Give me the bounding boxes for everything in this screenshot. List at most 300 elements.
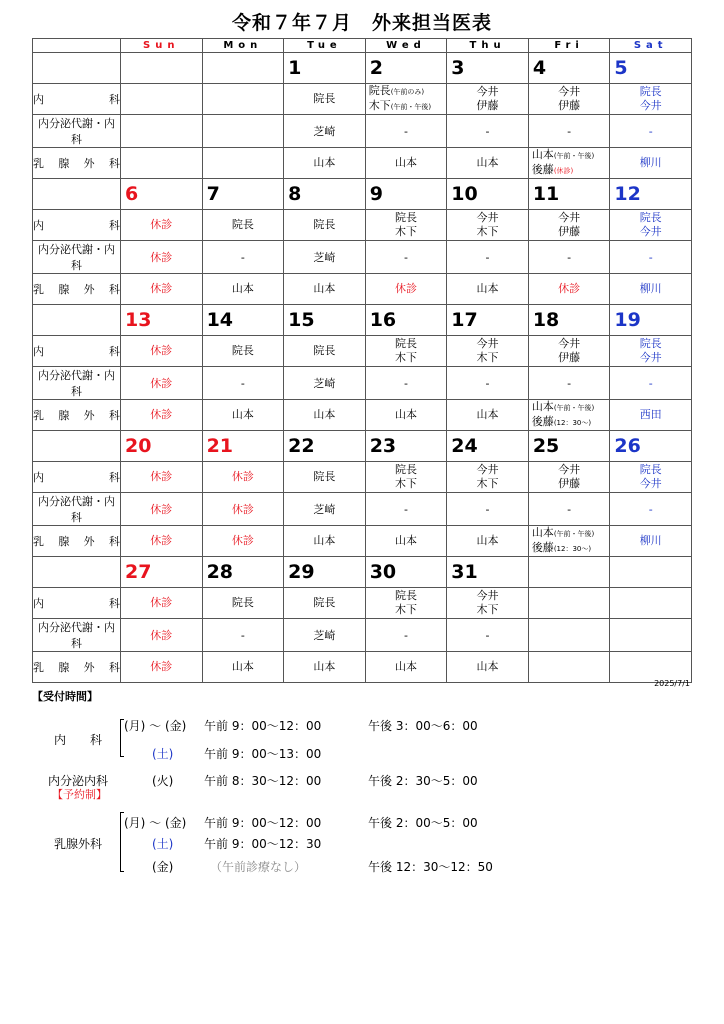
- breast-doctor-name: 後藤: [531, 541, 554, 554]
- breast-doctor-note: (午前・午後): [553, 404, 595, 412]
- dept-label-text: [33, 155, 120, 171]
- date-cell: 22: [284, 431, 366, 462]
- internal-doctor: [203, 596, 284, 610]
- hours-e1-days: (火): [152, 774, 174, 788]
- breast-doctor: [447, 534, 528, 548]
- internal-row: [33, 210, 692, 241]
- day-header-wed: Wed: [365, 39, 447, 53]
- breast-doctor: [121, 408, 202, 422]
- breast-doctor-name: 休診: [558, 282, 581, 295]
- internal-doctor-name: 院長: [313, 344, 336, 357]
- breast-doctor-name: 山本: [231, 660, 254, 673]
- breast-doctor-name: 山本: [313, 156, 336, 169]
- dept-label-breast: [33, 148, 121, 179]
- internal-doctor: [529, 99, 610, 113]
- internal-doctor-name: 木下: [476, 477, 499, 490]
- internal-doctor-name: 院長: [394, 463, 417, 476]
- date-cell: 25: [528, 431, 610, 462]
- endo-cell: -: [528, 493, 610, 526]
- internal-doctor-name: 院長: [313, 596, 336, 609]
- endo-cell: [610, 619, 692, 652]
- internal-cell: [610, 84, 692, 115]
- internal-cell: [528, 210, 610, 241]
- breast-cell: [447, 652, 529, 683]
- internal-doctor: [529, 477, 610, 491]
- dept-label-char: 乳: [33, 283, 44, 296]
- date-cell: 29: [284, 557, 366, 588]
- breast-cell: [528, 652, 610, 683]
- endo-cell: -: [202, 367, 284, 400]
- breast-cell: [610, 148, 692, 179]
- day-header-thu: Thu: [447, 39, 529, 53]
- internal-doctor: [529, 463, 610, 477]
- breast-cell: [284, 400, 366, 431]
- dept-label-breast: [33, 652, 121, 683]
- breast-cell: [528, 148, 610, 179]
- breast-doctor-name: 山本: [394, 660, 417, 673]
- breast-cell: [284, 274, 366, 305]
- endo-cell: -: [610, 367, 692, 400]
- date-cell: 7: [202, 179, 284, 210]
- internal-cell: [610, 588, 692, 619]
- internal-doctor-name: 伊藤: [558, 99, 581, 112]
- breast-cell: [121, 400, 203, 431]
- breast-cell: [365, 526, 447, 557]
- internal-doctor-name: 木下: [394, 603, 417, 616]
- breast-doctor-name: 山本: [394, 156, 417, 169]
- date-cell: 20: [121, 431, 203, 462]
- breast-doctor-name: 山本: [476, 660, 499, 673]
- breast-doctor-name: 休診: [394, 282, 417, 295]
- internal-doctor-name: 休診: [231, 470, 254, 483]
- breast-doctor-name: 山本: [531, 148, 554, 161]
- internal-cell: [284, 588, 366, 619]
- breast-cell: [121, 148, 203, 179]
- internal-cell: [528, 84, 610, 115]
- hours-i1-am: 午前 9：00～12：00: [204, 719, 322, 733]
- breast-doctor-note: (12：30～): [553, 419, 592, 427]
- date-row-label: [33, 179, 121, 210]
- internal-cell: [284, 462, 366, 493]
- day-header-fri: Fri: [528, 39, 610, 53]
- internal-doctor-name: 今井: [476, 463, 499, 476]
- internal-doctor: [529, 85, 610, 99]
- breast-doctor-note: (午前・午後): [553, 530, 595, 538]
- breast-doctor: [529, 282, 610, 296]
- date-cell: 27: [121, 557, 203, 588]
- endo-cell: -: [365, 241, 447, 274]
- dept-label-internal: [33, 336, 121, 367]
- breast-doctor: [366, 282, 447, 296]
- breast-cell: [365, 274, 447, 305]
- breast-doctor-name: 山本: [231, 282, 254, 295]
- date-cell: 12: [610, 179, 692, 210]
- internal-doctor-name: 院長: [313, 218, 336, 231]
- date-row: [33, 305, 692, 336]
- breast-cell: [202, 400, 284, 431]
- endo-cell: -: [447, 241, 529, 274]
- date-cell: 15: [284, 305, 366, 336]
- date-row-label: [33, 431, 121, 462]
- date-cell: 2: [365, 53, 447, 84]
- dept-label-char: 外: [83, 661, 95, 674]
- breast-doctor-name: 休診: [150, 660, 173, 673]
- internal-doctor: [366, 351, 447, 365]
- breast-doctor-name: 山本: [231, 408, 254, 421]
- internal-doctor-name: 今井: [476, 85, 499, 98]
- dept-label-char: 外: [83, 535, 95, 548]
- breast-doctor-name: 山本: [476, 156, 499, 169]
- internal-doctor: [529, 211, 610, 225]
- breast-row: [33, 526, 692, 557]
- internal-cell: [202, 210, 284, 241]
- internal-doctor: [610, 477, 691, 491]
- dept-label-text: [33, 595, 120, 611]
- internal-doctor: [610, 99, 691, 113]
- endo-cell: -: [365, 493, 447, 526]
- dept-label-text: [33, 281, 120, 297]
- internal-doctor-name: 今井: [639, 351, 662, 364]
- internal-cell: [202, 462, 284, 493]
- internal-cell: [365, 336, 447, 367]
- breast-doctor: [284, 408, 365, 422]
- date-cell: 14: [202, 305, 284, 336]
- internal-doctor-note: (午前・午後): [390, 103, 432, 111]
- date-cell: 4: [528, 53, 610, 84]
- endo-cell: 休診: [121, 367, 203, 400]
- breast-doctor: [610, 408, 691, 422]
- dept-label-char: 外: [83, 283, 95, 296]
- internal-doctor: [284, 344, 365, 358]
- internal-doctor-name: 今井: [558, 211, 581, 224]
- hours-b3-am: （午前診療なし）: [210, 860, 307, 874]
- internal-cell: [121, 588, 203, 619]
- dept-label-char: 乳: [33, 535, 44, 548]
- breast-cell: [447, 400, 529, 431]
- breast-doctor: [284, 282, 365, 296]
- internal-doctor-name: 伊藤: [558, 477, 581, 490]
- dept-label-char: 内: [33, 345, 44, 358]
- date-cell: 26: [610, 431, 692, 462]
- breast-doctor: [447, 156, 528, 170]
- endo-cell: 芝崎: [284, 493, 366, 526]
- endo-cell: 休診: [121, 241, 203, 274]
- date-cell: 16: [365, 305, 447, 336]
- hours-breast-label: 乳腺外科: [54, 837, 103, 851]
- endo-cell: [202, 115, 284, 148]
- breast-doctor: [203, 660, 284, 674]
- date-cell: [121, 53, 203, 84]
- internal-doctor: [121, 596, 202, 610]
- internal-doctor-name: 院長: [231, 218, 254, 231]
- endo-cell: 休診: [121, 493, 203, 526]
- breast-doctor-name: 山本: [476, 408, 499, 421]
- breast-doctor: [203, 408, 284, 422]
- dept-label-endo: 内分泌代謝・内科: [33, 493, 121, 526]
- date-cell: 31: [447, 557, 529, 588]
- internal-doctor: [447, 463, 528, 477]
- breast-cell: [447, 526, 529, 557]
- date-cell: [528, 557, 610, 588]
- breast-doctor: [366, 534, 447, 548]
- internal-doctor: [366, 589, 447, 603]
- internal-doctor-name: 木下: [476, 351, 499, 364]
- internal-doctor: [284, 596, 365, 610]
- internal-doctor: [203, 218, 284, 232]
- dept-label-internal: [33, 588, 121, 619]
- internal-row: [33, 588, 692, 619]
- internal-doctor-name: 木下: [476, 603, 499, 616]
- internal-doctor-name: 院長: [231, 344, 254, 357]
- internal-cell: [528, 336, 610, 367]
- date-row: [33, 557, 692, 588]
- breast-doctor-name: 山本: [313, 282, 336, 295]
- hours-b1-days: (月) ～ (金): [124, 816, 187, 830]
- breast-doctor-name: 山本: [531, 526, 554, 539]
- internal-doctor: [447, 99, 528, 113]
- breast-cell: [202, 526, 284, 557]
- internal-doctor: [121, 344, 202, 358]
- breast-cell: [365, 148, 447, 179]
- date-cell: 6: [121, 179, 203, 210]
- internal-doctor-name: 今井: [639, 477, 662, 490]
- breast-doctor: [121, 282, 202, 296]
- breast-doctor-name: 休診: [150, 282, 173, 295]
- dept-label-char: 科: [108, 409, 120, 422]
- endo-cell: 芝崎: [284, 115, 366, 148]
- endo-cell: -: [202, 619, 284, 652]
- internal-doctor: [447, 589, 528, 603]
- dept-label-char: 乳: [33, 157, 44, 170]
- date-cell: 9: [365, 179, 447, 210]
- dept-label-text: [33, 469, 120, 485]
- internal-cell: [121, 336, 203, 367]
- breast-row: [33, 652, 692, 683]
- endo-cell: -: [447, 367, 529, 400]
- breast-row: [33, 148, 692, 179]
- breast-doctor: [284, 534, 365, 548]
- breast-cell: [610, 400, 692, 431]
- endo-cell: [528, 619, 610, 652]
- endo-row: [33, 619, 692, 652]
- endo-cell: 芝崎: [284, 619, 366, 652]
- internal-row: [33, 462, 692, 493]
- dept-label-internal: [33, 462, 121, 493]
- date-cell: 1: [284, 53, 366, 84]
- internal-cell: [447, 462, 529, 493]
- internal-doctor-name: 院長: [368, 84, 391, 97]
- internal-doctor-name: 院長: [639, 337, 662, 350]
- breast-doctor-note: (12：30～): [553, 545, 592, 553]
- dept-label-internal: [33, 210, 121, 241]
- dept-label-text: [33, 659, 120, 675]
- internal-doctor-name: 院長: [313, 470, 336, 483]
- internal-cell: [447, 588, 529, 619]
- corner-cell: [33, 39, 121, 53]
- breast-doctor-note: (休診): [553, 167, 574, 175]
- internal-doctor: [610, 85, 691, 99]
- breast-doctor: [610, 534, 691, 548]
- date-cell: [610, 557, 692, 588]
- breast-cell: [610, 274, 692, 305]
- endo-cell: 芝崎: [284, 367, 366, 400]
- dept-label-breast: [33, 526, 121, 557]
- dept-label-text: [33, 407, 120, 423]
- breast-cell: [528, 400, 610, 431]
- internal-doctor: [366, 463, 447, 477]
- internal-doctor: [366, 84, 447, 99]
- endo-cell: -: [610, 115, 692, 148]
- endo-cell: -: [528, 241, 610, 274]
- internal-cell: [284, 336, 366, 367]
- date-cell: 8: [284, 179, 366, 210]
- internal-doctor-name: 院長: [394, 211, 417, 224]
- internal-doctor: [203, 344, 284, 358]
- breast-doctor: [529, 148, 610, 163]
- internal-doctor-name: 今井: [476, 211, 499, 224]
- internal-cell: [202, 588, 284, 619]
- endo-cell: -: [528, 367, 610, 400]
- breast-doctor-name: 休診: [150, 408, 173, 421]
- breast-doctor-name: 休診: [231, 534, 254, 547]
- internal-cell: [610, 336, 692, 367]
- day-header-row: [33, 39, 692, 53]
- date-row: [33, 431, 692, 462]
- breast-doctor: [366, 660, 447, 674]
- dept-label-char: 科: [108, 283, 120, 296]
- breast-doctor: [366, 156, 447, 170]
- breast-doctor-name: 山本: [531, 400, 554, 413]
- internal-doctor: [121, 218, 202, 232]
- dept-label-endo: 内分泌代謝・内科: [33, 619, 121, 652]
- internal-cell: [447, 84, 529, 115]
- breast-doctor-name: 西田: [639, 408, 662, 421]
- internal-doctor-name: 木下: [368, 99, 391, 112]
- breast-doctor-name: 後藤: [531, 163, 554, 176]
- internal-doctor: [447, 337, 528, 351]
- internal-doctor: [366, 477, 447, 491]
- schedule-table: [32, 38, 692, 683]
- day-header-mon: Mon: [202, 39, 284, 53]
- breast-doctor-name: 山本: [313, 408, 336, 421]
- breast-cell: [610, 652, 692, 683]
- date-row-label: [33, 305, 121, 336]
- date-cell: 30: [365, 557, 447, 588]
- dept-label-char: 腺: [58, 409, 70, 422]
- endo-cell: -: [610, 241, 692, 274]
- internal-doctor-name: 今井: [639, 225, 662, 238]
- breast-doctor-name: 山本: [313, 660, 336, 673]
- internal-doctor-note: (午前のみ): [390, 88, 425, 96]
- date-cell: 23: [365, 431, 447, 462]
- internal-row: [33, 336, 692, 367]
- internal-doctor: [284, 218, 365, 232]
- hours-i2-days: (土): [152, 747, 174, 761]
- dept-label-char: 腺: [58, 157, 70, 170]
- dept-label-breast: [33, 274, 121, 305]
- internal-doctor-name: 今井: [558, 85, 581, 98]
- internal-doctor: [447, 603, 528, 617]
- breast-cell: [284, 148, 366, 179]
- endo-cell: -: [447, 619, 529, 652]
- internal-doctor-name: 院長: [313, 92, 336, 105]
- endo-cell: 芝崎: [284, 241, 366, 274]
- breast-doctor: [529, 526, 610, 541]
- internal-doctor: [610, 211, 691, 225]
- endo-cell: -: [447, 493, 529, 526]
- hours-internal-label: 内 科: [54, 733, 103, 747]
- breast-cell: [365, 652, 447, 683]
- dept-label-char: 腺: [58, 283, 70, 296]
- endo-cell: -: [202, 241, 284, 274]
- dept-label-char: 科: [109, 471, 120, 484]
- breast-doctor: [447, 408, 528, 422]
- internal-doctor-name: 伊藤: [558, 225, 581, 238]
- internal-doctor: [366, 225, 447, 239]
- breast-cell: [121, 526, 203, 557]
- breast-cell: [447, 148, 529, 179]
- internal-doctor-name: 今井: [476, 589, 499, 602]
- breast-doctor-name: 山本: [394, 408, 417, 421]
- hours-title: 【受付時間】: [32, 690, 98, 703]
- internal-doctor-name: 今井: [639, 99, 662, 112]
- dept-label-char: 科: [108, 661, 120, 674]
- internal-doctor: [284, 470, 365, 484]
- internal-doctor: [121, 470, 202, 484]
- internal-doctor-name: 院長: [639, 463, 662, 476]
- internal-doctor-name: 院長: [231, 596, 254, 609]
- dept-label-char: 科: [109, 345, 120, 358]
- breast-cell: [121, 652, 203, 683]
- dept-label-endo: 内分泌代謝・内科: [33, 115, 121, 148]
- date-cell: 19: [610, 305, 692, 336]
- internal-doctor: [610, 337, 691, 351]
- breast-doctor-name: 休診: [150, 534, 173, 547]
- endo-cell: -: [365, 115, 447, 148]
- internal-doctor-name: 木下: [394, 351, 417, 364]
- breast-doctor: [610, 156, 691, 170]
- dept-label-text: [33, 343, 120, 359]
- hours-b1-am: 午前 9：00～12：00: [204, 816, 322, 830]
- internal-doctor-name: 木下: [394, 225, 417, 238]
- endo-cell: [121, 115, 203, 148]
- dept-label-char: 内: [33, 471, 44, 484]
- dept-label-breast: [33, 400, 121, 431]
- date-cell: 24: [447, 431, 529, 462]
- date-cell: [202, 53, 284, 84]
- dept-label-char: 乳: [33, 409, 44, 422]
- dept-label-internal: [33, 84, 121, 115]
- internal-doctor: [529, 351, 610, 365]
- date-cell: 13: [121, 305, 203, 336]
- internal-doctor: [366, 603, 447, 617]
- dept-label-char: 科: [109, 219, 120, 232]
- date-row: [33, 53, 692, 84]
- date-cell: 11: [528, 179, 610, 210]
- endo-cell: -: [447, 115, 529, 148]
- internal-cell: [610, 462, 692, 493]
- internal-doctor: [447, 211, 528, 225]
- breast-cell: [528, 526, 610, 557]
- breast-doctor: [529, 163, 610, 178]
- dept-label-text: [33, 533, 120, 549]
- date-stamp: 2025/7/1: [654, 679, 690, 688]
- internal-doctor: [610, 225, 691, 239]
- endo-cell: -: [365, 367, 447, 400]
- breast-doctor: [366, 408, 447, 422]
- internal-doctor-name: 休診: [150, 470, 173, 483]
- internal-doctor: [366, 99, 447, 114]
